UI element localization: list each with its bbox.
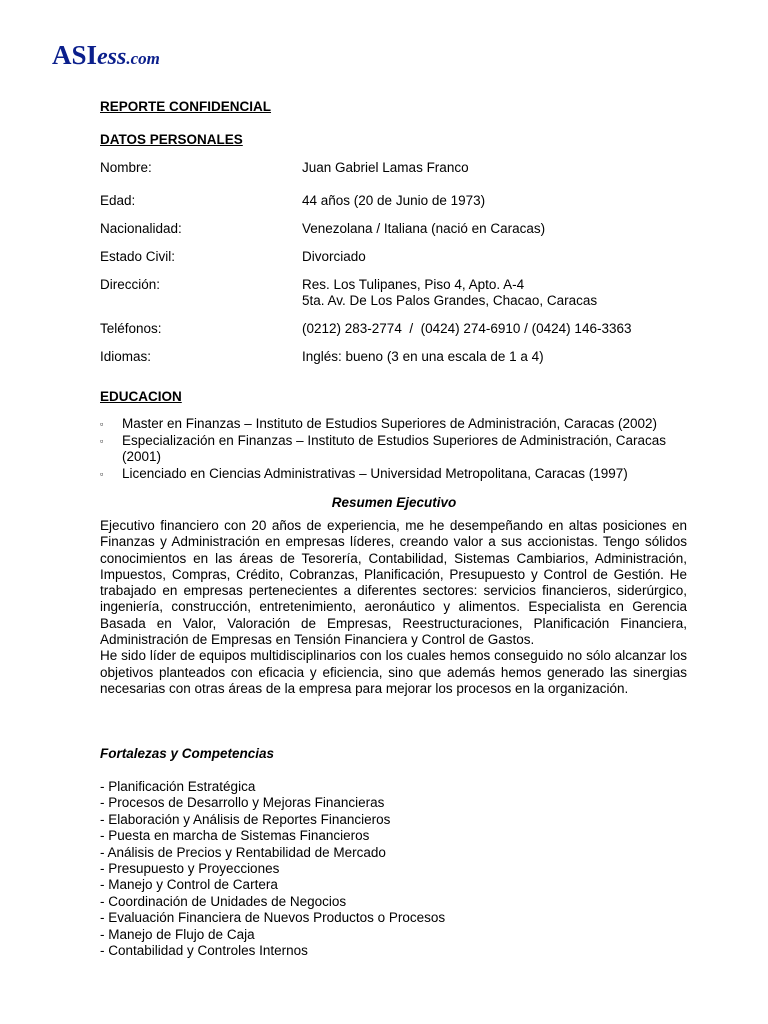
field-label: Estado Civil: — [100, 249, 176, 264]
list-item: - Puesta en marcha de Sistemas Financieros — [100, 828, 370, 844]
strengths-list — [100, 779, 445, 959]
list-item: - Procesos de Desarrollo y Mejoras Financieras — [100, 795, 385, 811]
field-value: Res. Los Tulipanes, Piso 4, Apto. A-4 — [302, 277, 525, 292]
summary-heading: Resumen Ejecutivo — [331, 495, 457, 510]
field-value: (0212) 283-2774 / (0424) 274-6910 / (0424) 146-3363 — [302, 321, 632, 336]
logo-part-domain: .com — [126, 49, 160, 68]
field-label: Nombre: — [100, 160, 152, 175]
site-logo — [52, 42, 160, 69]
strengths-heading: Fortalezas y Competencias — [100, 746, 275, 761]
list-item: - Planificación Estratégica — [100, 779, 256, 794]
education-item-text: Especialización en Finanzas – Instituto de Estudios Superiores de Administración, Caracas (2001) — [122, 432, 667, 464]
field-value: Inglés: bueno (3 en una escala de 1 a 4) — [302, 349, 544, 364]
education-item-text: Licenciado en Ciencias Administrativas – Universidad Metropolitana, Caracas (1997) — [122, 465, 628, 481]
education-item-text: Master en Finanzas – Instituto de Estudios Superiores de Administración, Caracas (2002) — [122, 416, 658, 431]
list-item — [100, 466, 690, 483]
summary-paragraph: He sido líder de equipos multidisciplinarios con los cuales hemos conseguido no sólo alcanzar los objetivos planteados con eficacia y eficiencia, sino que además hemos generado las sinergias necesarias con otras áreas de la empresa para mejorar los procesos en la organización. — [100, 648, 687, 696]
education-list — [100, 416, 690, 482]
list-item: - Manejo de Flujo de Caja — [100, 926, 255, 942]
logo-part-ess: ess — [97, 44, 127, 70]
summary-text — [100, 518, 687, 697]
field-label: Teléfonos: — [100, 321, 162, 336]
list-item: - Coordinación de Unidades de Negocios — [100, 893, 347, 909]
education-heading: EDUCACION — [100, 389, 182, 404]
field-label: Dirección: — [100, 277, 161, 292]
personal-data-heading: DATOS PERSONALES — [100, 132, 243, 147]
field-value: 44 años (20 de Junio de 1973) — [302, 193, 486, 208]
field-label: Edad: — [100, 193, 136, 208]
square-bullet-icon: ▫ — [100, 419, 104, 429]
list-item: - Presupuesto y Proyecciones — [100, 861, 280, 877]
list-item — [100, 433, 690, 466]
list-item: - Manejo y Control de Cartera — [100, 877, 278, 893]
list-item: - Contabilidad y Controles Internos — [100, 943, 308, 959]
logo-part-asi: ASI — [52, 40, 98, 70]
square-bullet-icon: ▫ — [100, 468, 104, 479]
square-bullet-icon: ▫ — [100, 435, 104, 446]
list-item: - Elaboración y Análisis de Reportes Financieros — [100, 811, 391, 827]
list-item — [100, 416, 690, 433]
field-label: Nacionalidad: — [100, 221, 182, 236]
field-value: Juan Gabriel Lamas Franco — [302, 160, 469, 175]
field-value: Divorciado — [302, 249, 366, 264]
field-label: Idiomas: — [100, 349, 152, 364]
list-item: - Análisis de Precios y Rentabilidad de Mercado — [100, 844, 386, 860]
list-item: - Evaluación Financiera de Nuevos Productos o Procesos — [100, 910, 446, 926]
summary-paragraph: Ejecutivo financiero con 20 años de experiencia, me he desempeñando en altas posiciones en Finanzas y Administración en empresas líderes, creando valor a sus accionistas. Tengo sólidos conocimientos en las áreas de Tesorería, Contabilidad, Sistemas Cambiarios, Administración, Impuestos, Compras, Crédito, Cobranzas, Planificación, Presupuesto y Control de Gestión. He trabajado en empresas pertenecientes a diferentes sectores: servicios financieros, siderúrgico, ingeniería, construcción, entretenimiento, aeronáutico y alimentos. Especialista en Gerencia Basada en Valor, Valoración de Empresas, Reestructuraciones, Planificación Financiera, Administración de Empresas en Tensión Financiera y Control de Gastos. — [100, 518, 687, 648]
field-value-line2: 5ta. Av. De Los Palos Grandes, Chacao, Caracas — [302, 293, 598, 308]
field-value: Venezolana / Italiana (nació en Caracas) — [302, 221, 546, 236]
report-title: REPORTE CONFIDENCIAL — [100, 99, 272, 114]
